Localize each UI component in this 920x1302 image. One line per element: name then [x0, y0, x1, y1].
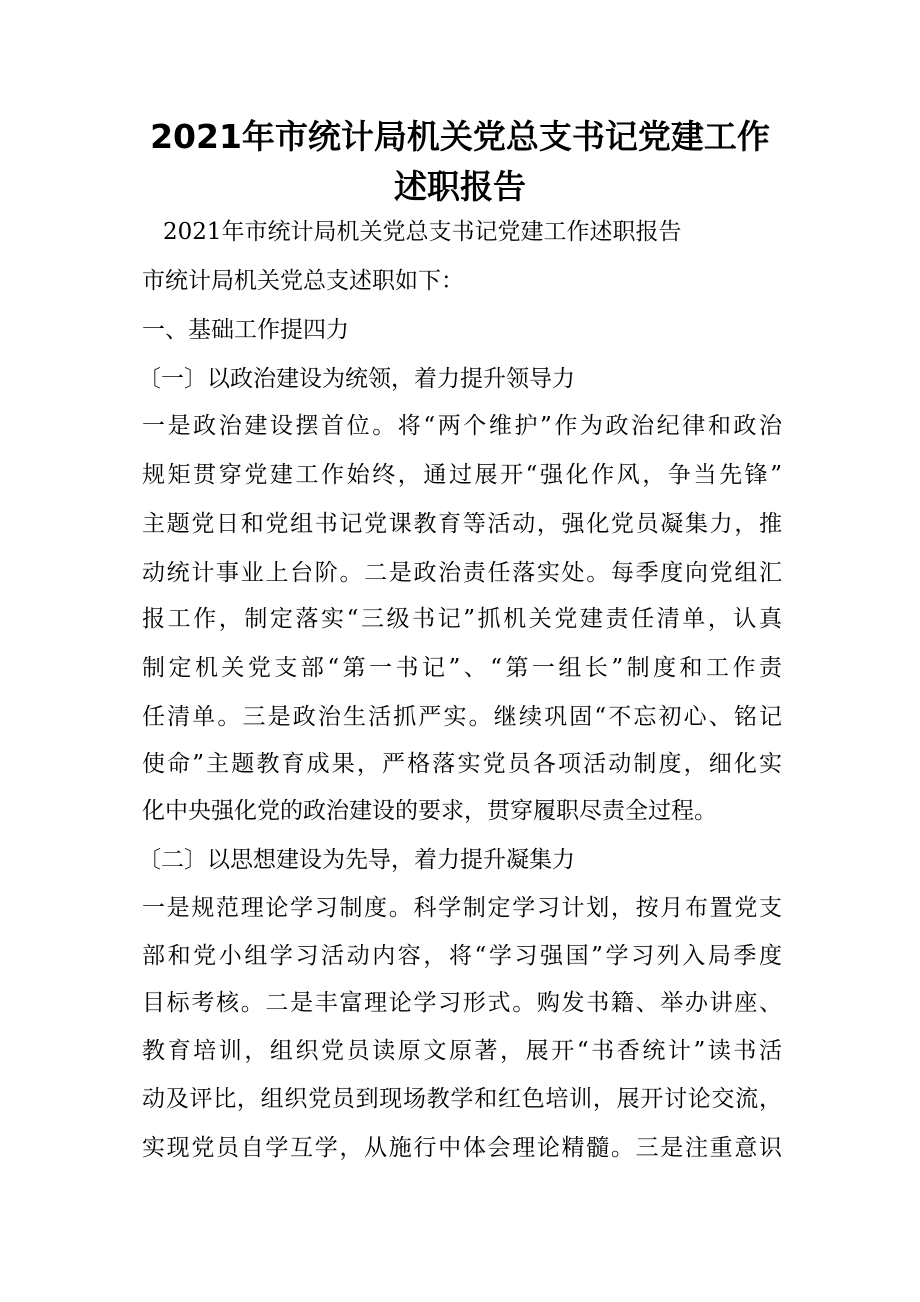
- body-line: 任清单。三是政治生活抓严实。继续巩固“不忘初心、铭记: [142, 704, 782, 730]
- body-line: 部和党小组学习活动内容，将“学习强国”学习列入局季度: [142, 943, 782, 969]
- body-line: 动及评比，组织党员到现场教学和红色培训，展开讨论交流，: [142, 1086, 782, 1112]
- body-line: 主题党日和党组书记党课教育等活动，强化党员凝集力，推: [142, 511, 782, 537]
- subsection-heading-1: 〔一〕以政治建设为统领，着力提升领导力: [138, 366, 575, 392]
- body-line: 使命”主题教育成果，严格落实党员各项活动制度，细化实: [142, 751, 782, 777]
- body-line: 报工作，制定落实“三级书记”抓机关党建责任清单，认真: [142, 606, 782, 632]
- body-line: 目标考核。二是丰富理论学习形式。购发书籍、举办讲座、: [142, 990, 782, 1016]
- body-line: 制定机关党支部“第一书记”、“第一组长”制度和工作责: [142, 655, 782, 681]
- section-heading-1: 一、基础工作提四力: [142, 317, 349, 343]
- body-line: 一是政治建设摆首位。将“两个维护”作为政治纪律和政治: [142, 413, 782, 439]
- body-line: 实现党员自学互学，从施行中体会理论精髓。三是注重意识: [142, 1135, 782, 1161]
- body-line: 动统计事业上台阶。二是政治责任落实处。每季度向党组汇: [142, 560, 782, 586]
- subtitle-line: 2021年市统计局机关党总支书记党建工作述职报告: [163, 219, 682, 245]
- body-line: 规矩贯穿党建工作始终，通过展开“强化作风，争当先锋”: [142, 462, 782, 488]
- subsection-heading-2: 〔二〕以思想建设为先导，着力提升凝集力: [138, 847, 575, 873]
- body-line: 化中央强化党的政治建设的要求，贯穿履职尽责全过程。: [142, 798, 717, 824]
- body-line: 一是规范理论学习制度。科学制定学习计划，按月布置党支: [142, 895, 782, 921]
- document-title-line-2: 述职报告: [394, 167, 526, 206]
- intro-line: 市统计局机关党总支述职如下：: [142, 268, 464, 294]
- document-title-line-1: 2021年市统计局机关党总支书记党建工作: [150, 117, 770, 156]
- body-line: 教育培训，组织党员读原文原著，展开“书香统计”读书活: [142, 1038, 782, 1064]
